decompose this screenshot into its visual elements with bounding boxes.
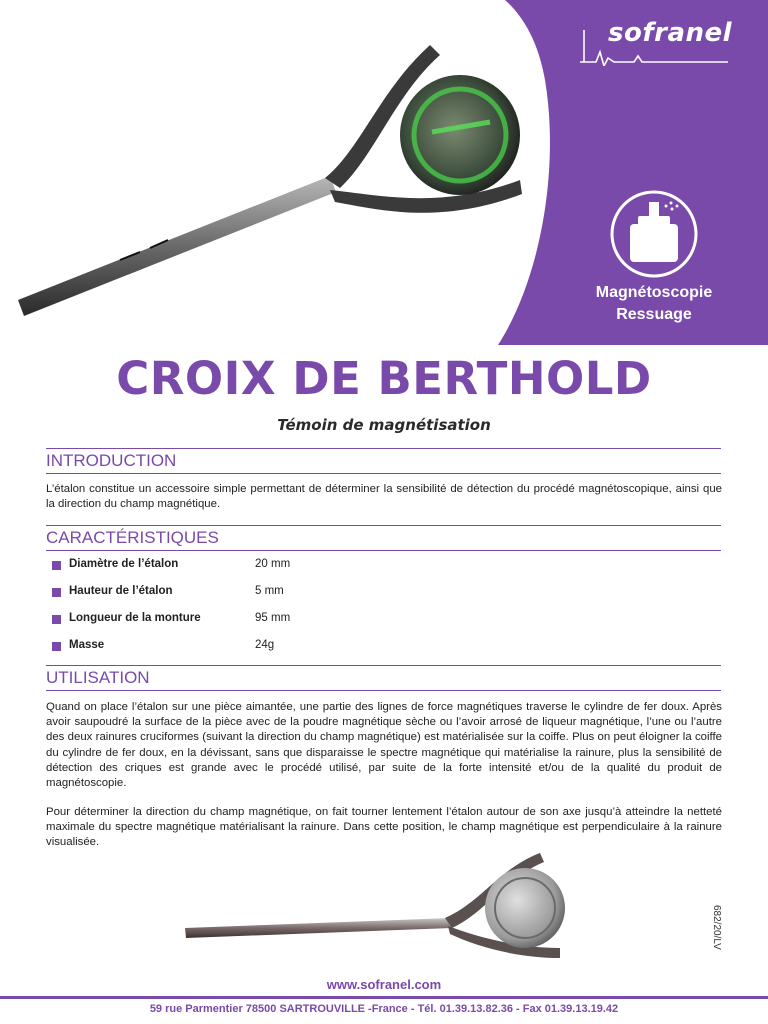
spec-label: Longueur de la monture [69,612,201,624]
product-photo [0,30,560,330]
product-title: CROIX DE BERTHOLD [116,352,652,405]
category-line-2: Ressuage [616,306,692,323]
introduction-heading: INTRODUCTION [46,448,721,474]
category-line-1: Magnétoscopie [595,284,713,301]
bullet-square-icon [52,615,61,624]
bullet-square-icon [52,588,61,597]
document-reference: 682/20/LV [711,905,722,950]
spec-label: Diamètre de l’étalon [69,558,179,570]
spec-value: 5 mm [255,585,284,597]
bullet-square-icon [52,561,61,570]
category-label [574,282,734,326]
product-photo-2 [180,848,580,978]
spec-value: 20 mm [255,558,291,570]
utilisation-paragraph-1: Quand on place l’étalon sur une pièce aimantée, une partie des lignes de force magnétiques traverse le cylindre de fer doux. Après avoir saupoudré la surface de la pièce avec de la poudre magnétique sèche ou l’avoir arrosé de liqueur magnétique, l’une ou l’autre des deux rainures cruciformes (suivant la direction du champ magnétique) est matérialisée sur la coiffe. Plus on peut éloigner la coiffe du cylindre de fer doux, en la dévissant, sans que disparaisse le spectre magnétique qui matérialise la rainure, plus la sensibilité de détection des criques est grande avec le procédé utilisé, par suite de la forte intensité et/ou de la qualité du produit de magnétoscopie. [46,701,722,790]
spec-value: 95 mm [255,612,291,624]
utilisation-paragraph-2: Pour déterminer la direction du champ magnétique, on fait tourner lentement l’étalon autour de son axe jusqu’à atteindre la netteté maximale du spectre magnétique matérialisant la rainure. Dans cette position, le champ magnétique est perpendiculaire à la rainure visualisée. [46,806,722,849]
utilisation-heading: UTILISATION [46,665,721,691]
footer-address: 59 rue Parmentier 78500 SARTROUVILLE -France - Tél. 01.39.13.82.36 - Fax 01.39.13.19.42 [149,1003,619,1015]
header-area [0,0,768,345]
footer-divider [0,996,768,999]
bullet-square-icon [52,642,61,651]
website-link[interactable]: www.sofranel.com [326,977,442,992]
spec-label: Hauteur de l’étalon [69,585,173,597]
product-subtitle: Témoin de magnétisation [277,416,491,434]
spray-can-icon [608,188,700,280]
introduction-text: L’étalon constitue un accessoire simple permettant de déterminer la sensibilité de détection du procédé magnétoscopique, ainsi que la direction du champ magnétique. [46,483,722,511]
spec-label: Masse [69,639,105,651]
characteristics-heading: CARACTÉRISTIQUES [46,525,721,551]
spec-value: 24g [255,639,275,651]
brand-name: sofranel [608,18,733,48]
